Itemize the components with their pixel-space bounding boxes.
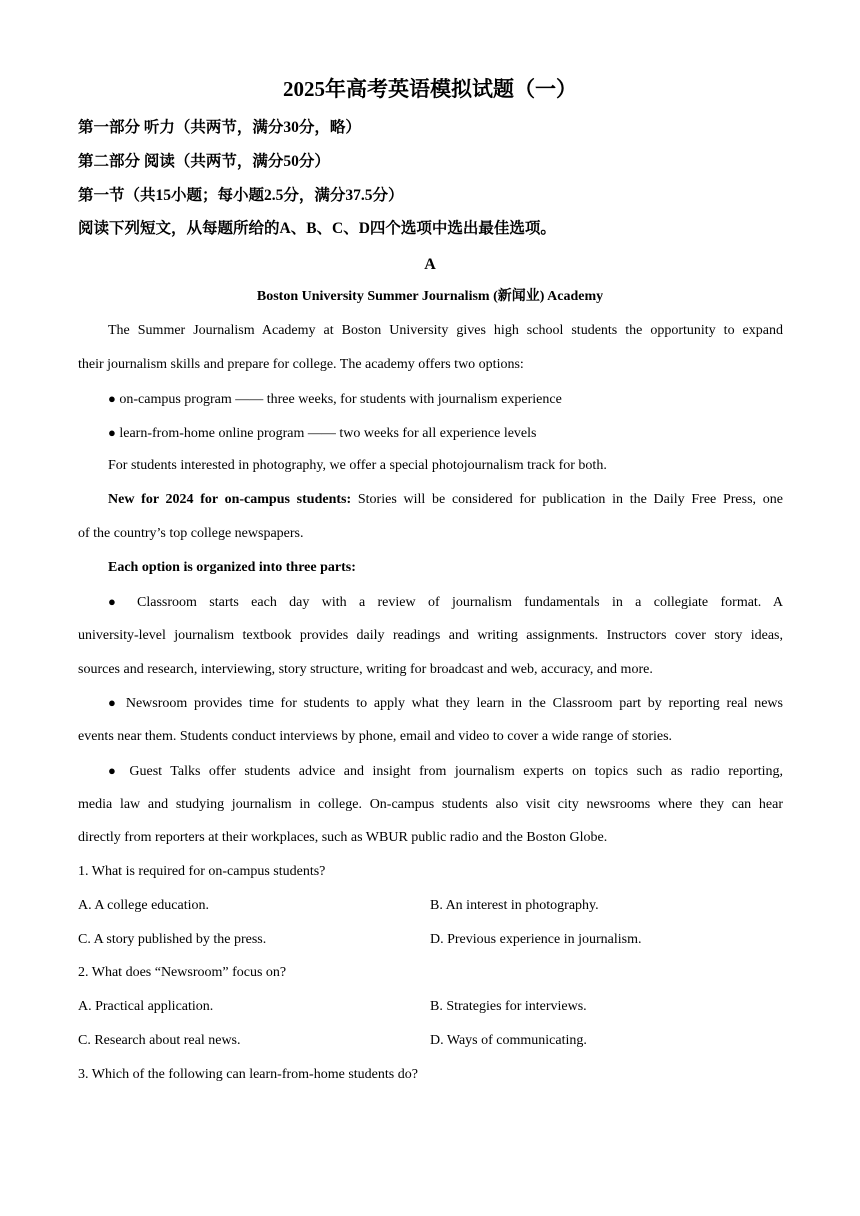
classroom-text: Classroom starts each day with a review of journalism fundamentals in a collegiate format. A xyxy=(137,595,783,610)
newsroom-line-1 xyxy=(108,693,783,714)
bullet-icon: ● xyxy=(108,391,116,406)
question-1-option-b: B. An interest in photography. xyxy=(430,898,599,913)
passage-heading: Boston University Summer Journalism (新闻业) Academy xyxy=(256,289,604,304)
part1-heading: 第一部分 听力（共两节，满分30分，略） xyxy=(78,119,361,136)
guest-line-3: directly from reporters at their workplaces, such as WBUR public radio and the Boston Globe. xyxy=(78,830,608,845)
question-2-stem: 2. What does “Newsroom” focus on? xyxy=(78,965,287,980)
new-for-2024-text: Stories will be considered for publication in the Daily Free Press, one xyxy=(351,492,783,507)
question-2-option-a: A. Practical application. xyxy=(78,999,214,1014)
option-text: on-campus program —— three weeks, for students with journalism experience xyxy=(119,392,562,407)
question-2-option-c: C. Research about real news. xyxy=(78,1033,241,1048)
guest-line-1 xyxy=(108,761,783,782)
newsroom-line-2: events near them. Students conduct interviews by phone, email and video to cover a wide range of stories. xyxy=(78,729,673,744)
reading-instruction: 阅读下列短文，从每题所给的A、B、C、D四个选项中选出最佳选项。 xyxy=(78,220,556,237)
part2-heading: 第二部分 阅读（共两节，满分50分） xyxy=(78,153,330,170)
guest-line-2: media law and studying journalism in college. On-campus students also visit city newsrooms where they can hear xyxy=(78,797,783,812)
bullet-icon: ● xyxy=(108,594,125,609)
intro-line-1: The Summer Journalism Academy at Boston University gives high school students the opportunity to expand xyxy=(108,323,783,338)
guest-text: Guest Talks offer students advice and insight from journalism experts on topics such as radio reporting, xyxy=(129,764,784,779)
bullet-icon: ● xyxy=(108,695,120,710)
question-1-option-a: A. A college education. xyxy=(78,898,210,913)
photo-note: For students interested in photography, we offer a special photojournalism track for both. xyxy=(108,458,607,473)
option-text: learn-from-home online program —— two weeks for all experience levels xyxy=(119,426,537,441)
classroom-line-3: sources and research, interviewing, story structure, writing for broadcast and web, accuracy, and more. xyxy=(78,662,653,677)
option-item-online xyxy=(108,423,783,444)
new-for-2024-line-2: of the country’s top college newspapers. xyxy=(78,526,304,541)
classroom-line-2: university-level journalism textbook provides daily readings and writing assignments. Instructors cover story ideas, xyxy=(78,628,783,643)
new-for-2024-label: New for 2024 for on-campus students: xyxy=(108,492,352,507)
newsroom-text: Newsroom provides time for students to apply what they learn in the Classroom part by reporting real news xyxy=(125,696,783,711)
question-1-option-d: D. Previous experience in journalism. xyxy=(430,932,642,947)
bullet-icon: ● xyxy=(108,425,116,440)
passage-letter: A xyxy=(424,256,436,273)
question-1-stem: 1. What is required for on-campus students? xyxy=(78,864,326,879)
section1-heading: 第一节（共15小题；每小题2.5分，满分37.5分） xyxy=(78,187,404,204)
classroom-line-1 xyxy=(108,592,783,613)
bullet-icon: ● xyxy=(108,763,121,778)
question-2-option-b: B. Strategies for interviews. xyxy=(430,999,587,1014)
question-1-option-c: C. A story published by the press. xyxy=(78,932,267,947)
option-item-oncampus xyxy=(108,389,783,410)
question-2-option-d: D. Ways of communicating. xyxy=(430,1033,587,1048)
exam-title: 2025年高考英语模拟试题（一） xyxy=(283,77,577,101)
intro-line-2: their journalism skills and prepare for college. The academy offers two options: xyxy=(78,357,524,372)
new-for-2024-line xyxy=(108,490,783,510)
parts-heading: Each option is organized into three parts: xyxy=(108,560,356,575)
question-3-stem: 3. Which of the following can learn-from-home students do? xyxy=(78,1067,418,1082)
